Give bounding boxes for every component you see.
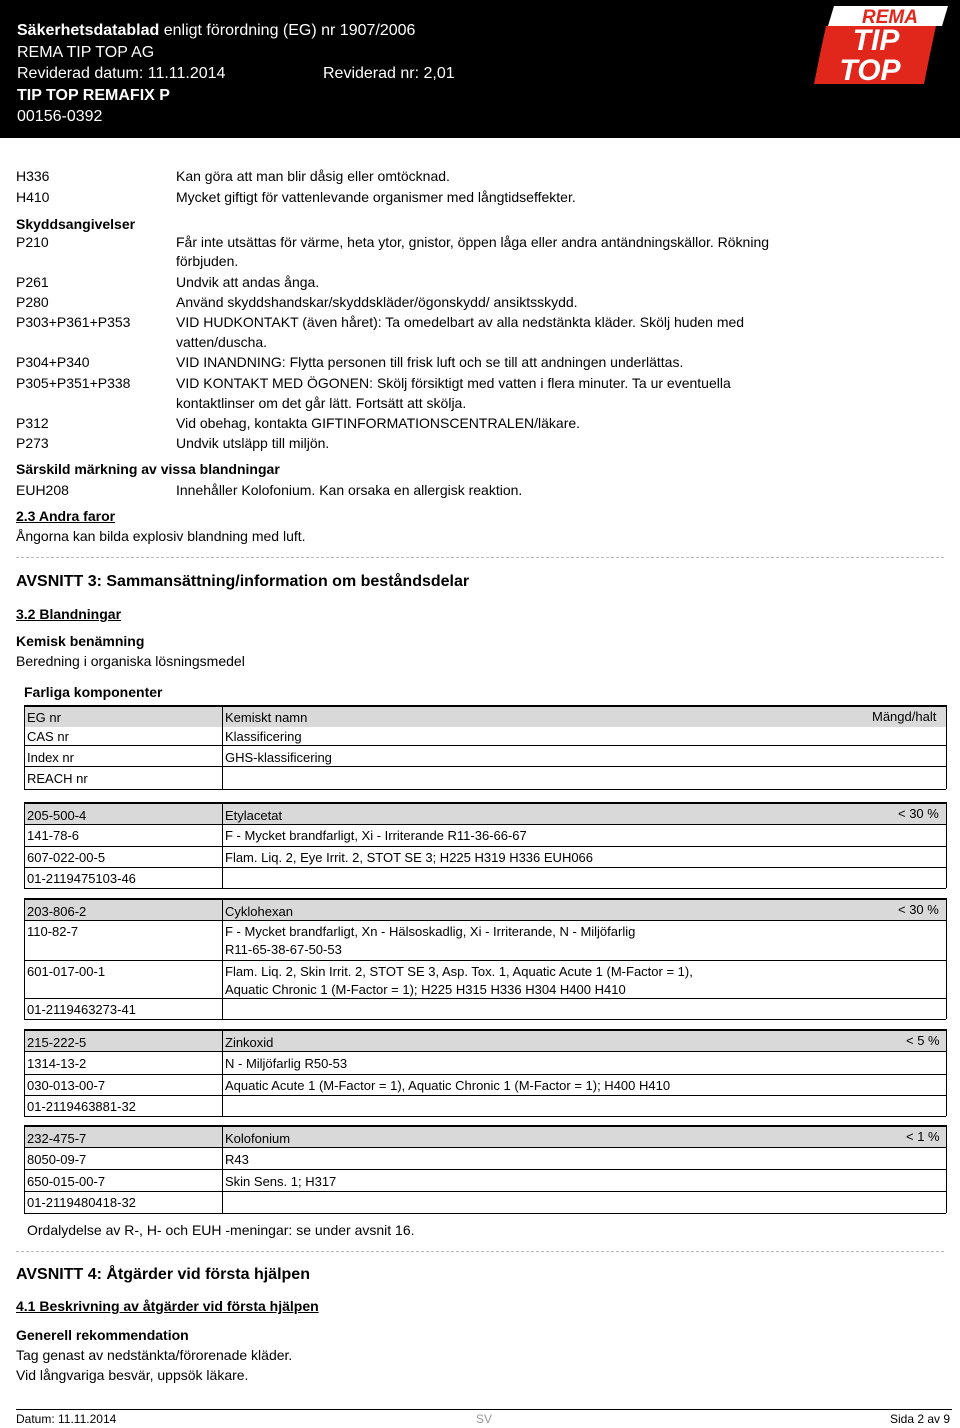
precaution-text: Undvik att andas ånga.	[176, 274, 320, 290]
general-recommendation-line: Vid långvariga besvär, uppsök läkare.	[16, 1367, 249, 1383]
table-header-bar	[24, 705, 946, 727]
component-reach: 01-2119480418-32	[27, 1195, 136, 1210]
component-classification: N - Miljöfarlig R50-53	[225, 1056, 348, 1071]
grid-line	[24, 802, 25, 888]
section-3-2-heading: 3.2 Blandningar	[16, 606, 122, 622]
component-eg: 205-500-4	[27, 808, 87, 823]
precaution-code: P210	[16, 234, 49, 250]
table-top-border	[24, 705, 946, 707]
special-label-heading: Särskild märkning av vissa blandningar	[16, 461, 280, 477]
component-row-bar	[24, 802, 946, 824]
hazard-text: Mycket giftigt för vattenlevande organismer med långtidseffekter.	[176, 189, 576, 205]
grid-line	[24, 846, 946, 847]
grid-line	[946, 802, 947, 888]
component-row-bar	[24, 898, 946, 920]
grid-line	[24, 920, 946, 921]
company-name: REMA TIP TOP AG	[17, 44, 155, 61]
component-index: 030-013-00-7	[27, 1078, 106, 1093]
footer-date: Datum: 11.11.2014	[16, 1412, 117, 1426]
precaution-text: VID KONTAKT MED ÖGONEN: Skölj försiktigt med vatten i flera minuter. Ta ur eventuella	[176, 375, 731, 391]
component-index: 601-017-00-1	[27, 964, 106, 979]
chem-name-label: Kemisk benämning	[16, 633, 145, 649]
special-label-code: EUH208	[16, 482, 69, 498]
component-ghs-cont: Aquatic Chronic 1 (M-Factor = 1); H225 H315 H336 H304 H400 H410	[225, 982, 626, 997]
component-name: Kolofonium	[225, 1131, 291, 1146]
precaution-code: P304+P340	[16, 354, 90, 370]
component-name: Zinkoxid	[225, 1035, 274, 1050]
grid-line	[24, 705, 25, 789]
component-ghs: Flam. Liq. 2, Eye Irrit. 2, STOT SE 3; H225 H319 H336 EUH066	[225, 850, 594, 865]
component-amount: < 30 %	[898, 806, 939, 821]
precaution-text-cont: förbjuden.	[176, 253, 239, 269]
component-amount: < 1 %	[906, 1129, 940, 1144]
component-cas: 141-78-6	[27, 828, 80, 843]
grid-line	[24, 824, 946, 825]
grid-line	[24, 789, 946, 790]
component-ghs: Aquatic Acute 1 (M-Factor = 1), Aquatic Chronic 1 (M-Factor = 1); H400 H410	[225, 1078, 671, 1093]
precaution-text: Vid obehag, kontakta GIFTINFORMATIONSCENTRALEN/läkare.	[176, 415, 581, 431]
header-reach-nr: REACH nr	[27, 771, 88, 786]
header-index-nr: Index nr	[27, 750, 74, 765]
hazard-code: H336	[16, 168, 50, 184]
component-reach: 01-2119463881-32	[27, 1099, 136, 1114]
component-row-bar	[24, 1029, 946, 1051]
component-ghs: Skin Sens. 1; H317	[225, 1174, 337, 1189]
logo-text-top: TOP	[839, 54, 901, 86]
grid-line	[24, 1116, 946, 1117]
section-3-title: AVSNITT 3: Sammansättning/information om beståndsdelar	[16, 573, 470, 590]
component-eg: 232-475-7	[27, 1131, 87, 1146]
component-classification: R43	[225, 1152, 249, 1167]
revised-date: Reviderad datum: 11.11.2014	[17, 65, 226, 82]
precaution-code: P261	[16, 274, 49, 290]
precaution-code: P273	[16, 435, 49, 451]
precaution-text: VID INANDNING: Flytta personen till frisk luft och se till att andningen underlättas.	[176, 354, 684, 370]
grid-line	[24, 1213, 946, 1214]
revision-number: Reviderad nr: 2,01	[323, 65, 455, 82]
grid-line	[24, 1019, 946, 1020]
product-name: TIP TOP REMAFIX P	[17, 87, 170, 104]
component-name: Etylacetat	[225, 808, 283, 823]
grid-line	[24, 898, 25, 1019]
grid-line	[24, 1074, 946, 1075]
component-reach: 01-2119475103-46	[27, 871, 136, 886]
grid-line	[24, 1147, 946, 1148]
component-reach: 01-2119463273-41	[27, 1002, 136, 1017]
precaution-text-cont: vatten/duscha.	[176, 334, 268, 350]
grid-line	[24, 1029, 25, 1116]
footer-page-number: Sida 2 av 9	[890, 1412, 951, 1426]
grid-line	[946, 898, 947, 1019]
precaution-code: P312	[16, 415, 49, 431]
header-classification: Klassificering	[225, 729, 302, 744]
header-amount: Mängd/halt	[872, 709, 937, 724]
other-hazards-heading: 2.3 Andra faror	[16, 508, 116, 524]
precaution-text: Får inte utsättas för värme, heta ytor, gnistor, öppen låga eller andra antändningskällor. Rökning	[176, 234, 770, 250]
footer-language: SV	[476, 1412, 493, 1426]
precaution-code: P280	[16, 294, 49, 310]
header-chem-name: Kemiskt namn	[225, 710, 308, 725]
grid-line	[24, 1169, 946, 1170]
logo-text-rema: REMA	[862, 7, 918, 28]
logo-text-tip: TIP	[852, 24, 900, 57]
component-cas: 110-82-7	[27, 924, 79, 939]
component-row-bar	[24, 1125, 946, 1147]
hazard-text: Kan göra att man blir dåsig eller omtöcknad.	[176, 168, 450, 184]
grid-line	[24, 1125, 25, 1213]
component-index: 650-015-00-7	[27, 1174, 106, 1189]
document-title: Säkerhetsdatablad enligt förordning (EG) nr 1907/2006	[17, 22, 416, 39]
component-cas: 8050-09-7	[27, 1152, 87, 1167]
grid-line	[24, 1095, 946, 1096]
grid-line	[222, 745, 946, 746]
component-index: 607-022-00-5	[27, 850, 106, 865]
precautions-heading: Skyddsangivelser	[16, 216, 136, 232]
component-ghs: Flam. Liq. 2, Skin Irrit. 2, STOT SE 3, Asp. Tox. 1, Aquatic Acute 1 (M-Factor = 1),	[225, 964, 693, 979]
component-classification: F - Mycket brandfarligt, Xi - Irriterande R11-36-66-67	[225, 828, 527, 843]
grid-line	[24, 960, 946, 961]
component-amount: < 5 %	[906, 1033, 940, 1048]
general-recommendation-label: Generell rekommendation	[16, 1327, 189, 1343]
component-eg: 203-806-2	[27, 904, 87, 919]
grid-line	[946, 1029, 947, 1116]
rema-tip-top-logo	[812, 4, 952, 86]
header-eg-nr: EG nr	[27, 710, 61, 725]
grid-line	[24, 998, 946, 999]
grid-line	[946, 1125, 947, 1213]
general-recommendation-line: Tag genast av nedstänkta/förorenade kläder.	[16, 1347, 293, 1363]
grid-line	[24, 766, 222, 767]
precaution-code: P303+P361+P353	[16, 314, 131, 330]
grid-line	[24, 888, 946, 889]
precaution-text: Använd skyddshandskar/skyddskläder/ögonskydd/ ansiktsskydd.	[176, 294, 578, 310]
grid-line	[222, 1125, 223, 1213]
grid-line	[946, 705, 947, 789]
section-divider	[16, 1251, 944, 1252]
product-code: 00156-0392	[17, 108, 103, 125]
grid-line	[222, 766, 946, 767]
component-classification-cont: R11-65-38-67-50-53	[225, 942, 342, 957]
grid-line	[222, 898, 223, 1019]
grid-line	[24, 1051, 946, 1052]
grid-line	[222, 1029, 223, 1116]
component-name: Cyklohexan	[225, 904, 293, 919]
grid-line	[24, 745, 222, 746]
component-classification: F - Mycket brandfarligt, Xn - Hälsoskadlig, Xi - Irriterande, N - Miljöfarlig	[225, 924, 636, 939]
component-amount: < 30 %	[898, 902, 939, 917]
component-cas: 1314-13-2	[27, 1056, 87, 1071]
precaution-text: VID HUDKONTAKT (även håret): Ta omedelbart av alla nedstänkta kläder. Skölj huden med	[176, 314, 745, 330]
grid-line	[24, 867, 946, 868]
section-4-1-heading: 4.1 Beskrivning av åtgärder vid första hjälpen	[16, 1298, 319, 1314]
header-cas-nr: CAS nr	[27, 729, 69, 744]
precaution-text: Undvik utsläpp till miljön.	[176, 435, 330, 451]
header-ghs: GHS-klassificering	[225, 750, 332, 765]
hazard-code: H410	[16, 189, 50, 205]
document-header	[0, 0, 960, 138]
components-label: Farliga komponenter	[24, 684, 163, 700]
section-divider	[16, 557, 944, 558]
grid-line	[24, 1191, 946, 1192]
grid-line	[222, 705, 223, 789]
phrases-note: Ordalydelse av R-, H- och EUH -meningar: se under avsnit 16.	[27, 1222, 415, 1238]
other-hazards-text: Ångorna kan bilda explosiv blandning med luft.	[16, 528, 306, 544]
section-4-title: AVSNITT 4: Åtgärder vid första hjälpen	[16, 1266, 310, 1283]
special-label-text: Innehåller Kolofonium. Kan orsaka en allergisk reaktion.	[176, 482, 523, 498]
footer-rule	[16, 1409, 952, 1410]
component-eg: 215-222-5	[27, 1035, 87, 1050]
grid-line	[222, 802, 223, 888]
precaution-code: P305+P351+P338	[16, 375, 131, 391]
chem-name: Beredning i organiska lösningsmedel	[16, 653, 245, 669]
precaution-text-cont: kontaktlinser om det går lätt. Fortsätt att skölja.	[176, 395, 467, 411]
